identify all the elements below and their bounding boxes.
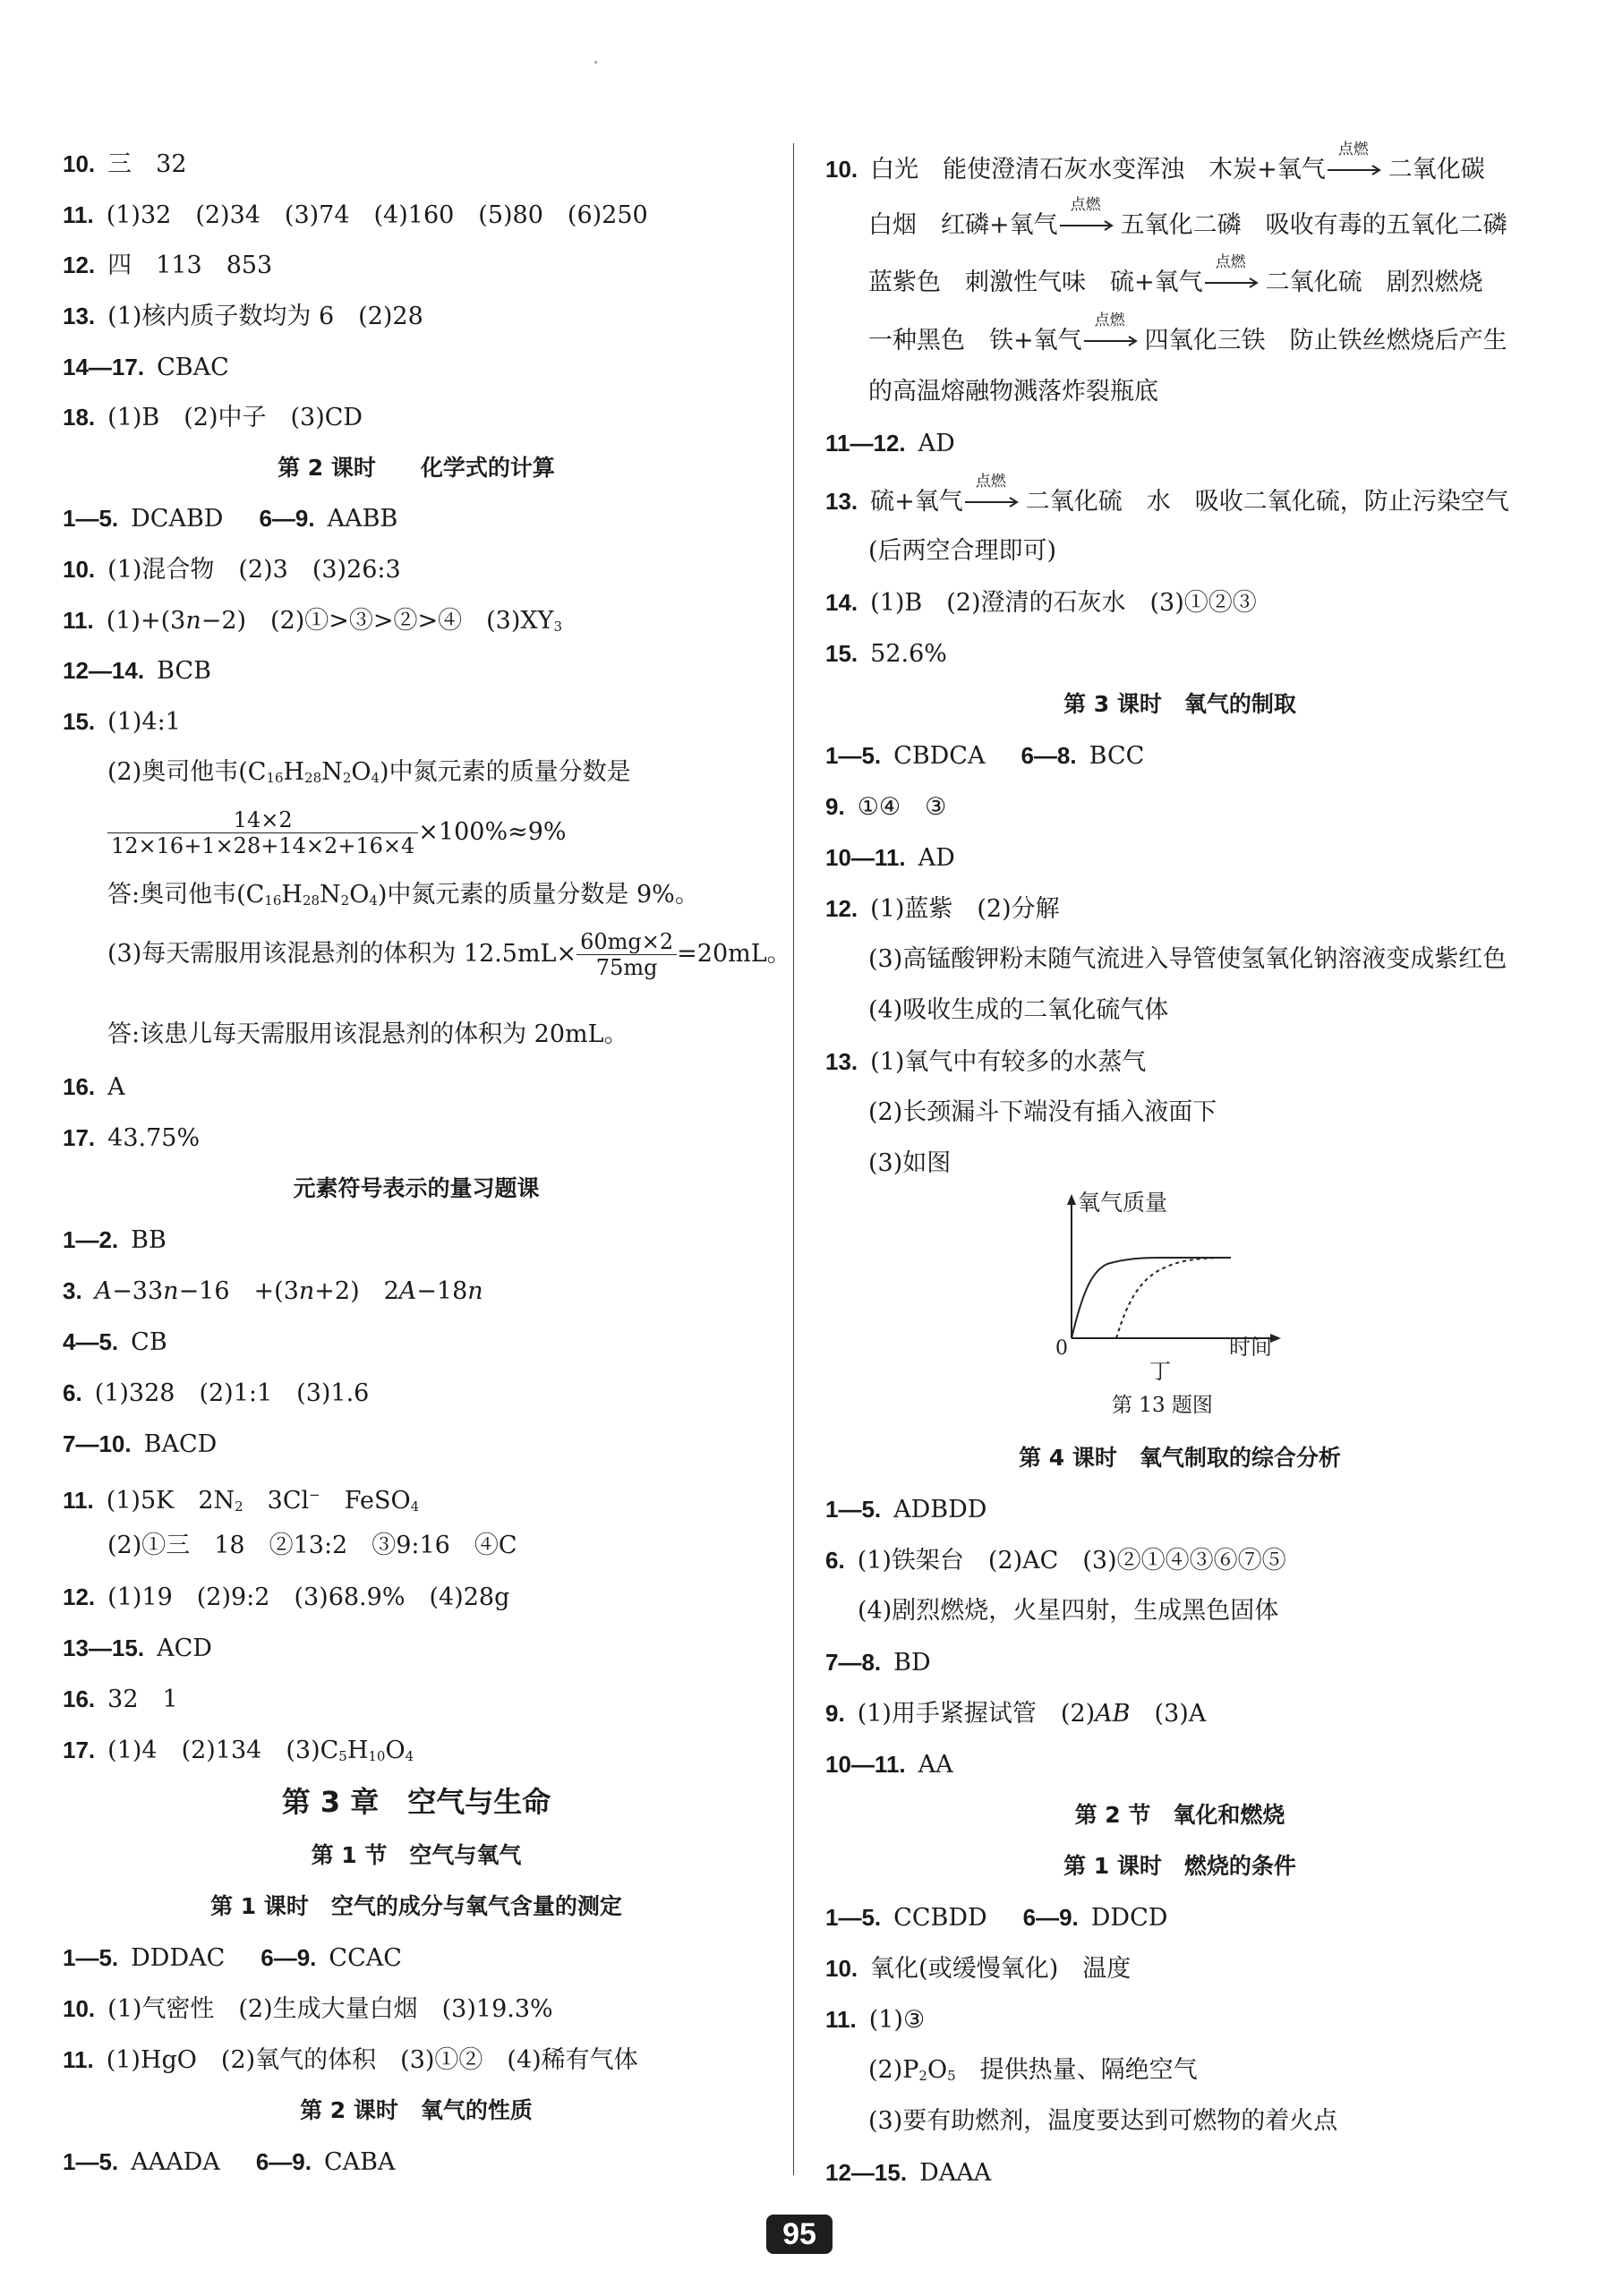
reaction-arrow bbox=[1205, 253, 1264, 292]
answer-line bbox=[63, 1375, 369, 1412]
subscript: 3 bbox=[553, 619, 562, 635]
subscript: 5 bbox=[338, 1748, 347, 1764]
reaction-arrow bbox=[1060, 196, 1119, 235]
question-number: 9. bbox=[825, 1700, 845, 1727]
answer-line bbox=[825, 1044, 1146, 1080]
answer-text: O bbox=[927, 2056, 948, 2084]
y-axis-arrow-icon bbox=[1067, 1194, 1076, 1205]
answer-text: 氧化(或缓慢氧化) 温度 bbox=[870, 1955, 1132, 1983]
answer-line: (2)①三 18 ②13:2 ③9:16 ④C bbox=[107, 1532, 517, 1559]
answer-line: (3)高锰酸钾粉末随气流进入导管使氢氧化钠溶液变成紫红色 bbox=[868, 945, 1507, 973]
solid-curve bbox=[1072, 1258, 1231, 1338]
answer-text: AD bbox=[918, 430, 955, 457]
subscript: 28 bbox=[304, 770, 322, 786]
answer-line bbox=[825, 789, 946, 825]
answer-line bbox=[63, 247, 272, 284]
question-number: 11—12. bbox=[825, 430, 906, 457]
subscript: 16 bbox=[266, 770, 284, 786]
answer-line bbox=[63, 929, 791, 980]
answer-text: 蓝紫色 刺激性气味 硫+氧气 bbox=[868, 269, 1203, 296]
answer-text: (1)328 (2)1:1 (3)1.6 bbox=[94, 1379, 370, 1407]
reaction-condition: 点燃 bbox=[1337, 141, 1369, 158]
answer-line bbox=[825, 738, 1144, 774]
answer-text: −2) (2)①>③>②>④ (3)XY bbox=[201, 607, 554, 635]
answer-text: )中氮元素的质量分数是 bbox=[380, 758, 631, 786]
variable: AB bbox=[1095, 1700, 1131, 1728]
variable: n bbox=[298, 1277, 315, 1305]
answer-text: (1)用手紧握试管 (2) bbox=[857, 1700, 1096, 1728]
arrow-icon bbox=[1328, 165, 1387, 175]
answer-text: 一种黑色 铁+氧气 bbox=[868, 327, 1082, 354]
answer-line bbox=[63, 755, 631, 796]
lesson-heading: 第 1 课时 燃烧的条件 bbox=[1063, 1853, 1296, 1879]
answer-line bbox=[63, 1222, 167, 1259]
question-number: 6. bbox=[63, 1379, 82, 1406]
answer-text: DDDAC bbox=[131, 1944, 226, 1972]
answer-line bbox=[825, 253, 1483, 301]
answer-line bbox=[63, 1991, 553, 2027]
reaction-condition: 点燃 bbox=[1215, 253, 1246, 271]
answer-line bbox=[63, 2144, 395, 2181]
answer-line bbox=[63, 551, 401, 588]
answer-text: BACD bbox=[143, 1430, 218, 1458]
answer-line bbox=[63, 399, 363, 436]
numerator: 14×2 bbox=[107, 807, 418, 833]
answer-line: (后两空合理即可) bbox=[868, 537, 1057, 565]
section-heading: 第 1 节 空气与氧气 bbox=[311, 1842, 522, 1868]
lesson-heading: 元素符号表示的量习题课 bbox=[293, 1175, 540, 1201]
answer-line bbox=[825, 2155, 991, 2191]
question-number: 18. bbox=[63, 404, 96, 431]
answer-line bbox=[825, 1542, 1286, 1579]
answer-text: (2)P bbox=[868, 2056, 919, 2084]
question-number: 16. bbox=[63, 1686, 96, 1712]
answer-line bbox=[825, 585, 1257, 621]
question-number: 10. bbox=[63, 1995, 96, 2022]
answer-text: (3)A bbox=[1130, 1700, 1207, 1728]
answer-line bbox=[825, 1899, 1167, 1936]
scan-dot bbox=[594, 61, 597, 64]
question-number: 11. bbox=[63, 1487, 94, 1514]
answer-line bbox=[825, 312, 1507, 359]
variable: n bbox=[185, 607, 201, 635]
answer-text: (1)③ bbox=[868, 2006, 926, 2034]
section-heading: 第 2 节 氧化和燃烧 bbox=[1074, 1802, 1285, 1828]
dashed-curve-ding bbox=[1116, 1258, 1231, 1338]
answer-text: (1)+(3 bbox=[106, 607, 186, 635]
answer-text: 提供热量、隔绝空气 bbox=[955, 2056, 1198, 2084]
answer-line bbox=[63, 349, 229, 386]
answer-text: −33 bbox=[112, 1277, 164, 1305]
answer-text: 52.6% bbox=[870, 640, 947, 668]
question-number: 1—2. bbox=[63, 1226, 119, 1253]
answer-line bbox=[63, 1120, 200, 1157]
question-number: 4—5. bbox=[63, 1328, 119, 1355]
answer-text: CCAC bbox=[329, 1944, 402, 1972]
question-number: 10. bbox=[825, 156, 858, 183]
answer-text: ×100%≈9% bbox=[418, 818, 567, 846]
answer-line bbox=[63, 298, 423, 335]
reaction-condition: 点燃 bbox=[1094, 312, 1125, 329]
superscript: − bbox=[309, 1487, 320, 1503]
question-number: 10. bbox=[825, 1955, 858, 1982]
numerator: 60mg×2 bbox=[576, 929, 677, 955]
answer-line bbox=[63, 1579, 509, 1616]
variable: n bbox=[163, 1277, 179, 1305]
subscript: 4 bbox=[369, 892, 378, 909]
chapter-heading: 第 3 章 空气与生命 bbox=[281, 1785, 551, 1819]
question-number: 13. bbox=[825, 488, 858, 515]
fraction-line bbox=[107, 807, 567, 858]
answer-text: (2)奥司他韦(C bbox=[107, 758, 267, 786]
answer-text: A bbox=[107, 1073, 125, 1101]
answer-line: (4)剧烈燃烧，火星四射，生成黑色固体 bbox=[858, 1597, 1279, 1625]
answer-line bbox=[63, 2042, 638, 2078]
answer-text: 四氧化三铁 防止铁丝燃烧后产生 bbox=[1144, 327, 1507, 354]
answer-line bbox=[63, 1940, 402, 1976]
answer-line bbox=[825, 473, 1509, 520]
question-number: 12. bbox=[825, 895, 858, 922]
answer-text: 32 1 bbox=[107, 1686, 178, 1713]
answer-line: (4)吸收生成的二氧化硫气体 bbox=[868, 996, 1169, 1024]
answer-line bbox=[63, 602, 562, 644]
answer-text: O bbox=[385, 1737, 406, 1764]
answer-text: CB bbox=[131, 1328, 167, 1356]
oxygen-mass-graph bbox=[1054, 1191, 1286, 1356]
column-divider bbox=[793, 143, 794, 2175]
answer-line bbox=[63, 1426, 217, 1463]
curve-label: 丁 bbox=[1149, 1359, 1171, 1384]
question-number: 11. bbox=[63, 2046, 94, 2073]
answer-text: =20mL。 bbox=[677, 940, 791, 968]
answer-line: (2)长颈漏斗下端没有插入液面下 bbox=[868, 1098, 1217, 1126]
answer-text: CBDCA bbox=[893, 742, 986, 770]
answer-line bbox=[63, 1630, 212, 1667]
answer-line bbox=[825, 891, 1060, 927]
question-number: 12. bbox=[63, 1583, 96, 1610]
arrow-icon bbox=[1060, 220, 1119, 231]
answer-line bbox=[825, 1950, 1131, 1987]
question-number: 7—10. bbox=[63, 1430, 132, 1457]
answer-line bbox=[825, 2002, 925, 2038]
answer-line bbox=[63, 704, 181, 740]
answer-line: (3)要有助燃剂，温度要达到可燃物的着火点 bbox=[868, 2107, 1338, 2135]
lesson-heading: 第 2 课时 氧气的性质 bbox=[300, 2097, 533, 2123]
question-number: 12—15. bbox=[825, 2159, 908, 2186]
question-number: 11. bbox=[63, 607, 94, 634]
arrow-icon bbox=[1205, 277, 1264, 288]
lesson-heading: 第 3 课时 氧气的制取 bbox=[1063, 691, 1296, 717]
question-number: 7—8. bbox=[825, 1649, 882, 1676]
question-number: 1—5. bbox=[825, 1496, 882, 1523]
question-number: 16. bbox=[63, 1073, 96, 1100]
question-number: 14—17. bbox=[63, 354, 145, 380]
answer-line bbox=[63, 500, 397, 537]
question-number: 11. bbox=[63, 201, 94, 228]
question-number: 13. bbox=[825, 1048, 858, 1075]
answer-text: (1)19 (2)9:2 (3)68.9% (4)28g bbox=[107, 1583, 510, 1611]
answer-line bbox=[63, 1324, 167, 1361]
arrow-icon bbox=[1084, 336, 1143, 346]
answer-text: AD bbox=[918, 844, 955, 872]
question-number: 1—5. bbox=[63, 505, 119, 532]
question-number: 10. bbox=[63, 556, 96, 583]
answer-text: AAADA bbox=[131, 2148, 220, 2176]
answer-line bbox=[825, 636, 947, 672]
question-number: 10. bbox=[63, 150, 96, 177]
answer-text: FeSO bbox=[320, 1487, 411, 1515]
answer-line bbox=[63, 1681, 178, 1718]
answer-text: (1)核内质子数均为 6 (2)28 bbox=[107, 303, 423, 330]
variable: A bbox=[94, 1277, 113, 1305]
answer-text: +2) 2 bbox=[314, 1277, 399, 1305]
answer-text: (3)每天需服用该混悬剂的体积为 12.5mL× bbox=[107, 940, 577, 968]
answer-line: 答:该患儿每天需服用该混悬剂的体积为 20mL。 bbox=[107, 1020, 628, 1048]
question-number: 10—11. bbox=[825, 844, 906, 871]
reaction-condition: 点燃 bbox=[1070, 196, 1101, 214]
question-number: 1—5. bbox=[825, 1904, 882, 1931]
answer-text: CBAC bbox=[157, 354, 229, 381]
question-number: 6—9. bbox=[260, 1944, 317, 1971]
answer-line bbox=[63, 653, 211, 689]
answer-text: AA bbox=[918, 1751, 953, 1779]
answer-text: 二氧化硫 剧烈燃烧 bbox=[1265, 269, 1483, 296]
answer-line: 的高温熔融物溅落炸裂瓶底 bbox=[868, 378, 1158, 405]
answer-text: 五氧化二磷 吸收有毒的五氧化二磷 bbox=[1120, 211, 1507, 239]
subscript: 2 bbox=[340, 892, 350, 909]
subscript: 2 bbox=[235, 1498, 243, 1515]
answer-line bbox=[63, 1069, 125, 1105]
answer-text: 硫+氧气 bbox=[870, 488, 963, 516]
answer-text: (1)B (2)中子 (3)CD bbox=[107, 404, 363, 431]
question-number: 9. bbox=[825, 793, 845, 820]
answer-text: 43.75% bbox=[107, 1124, 201, 1152]
subscript: 2 bbox=[918, 2068, 927, 2084]
question-number: 17. bbox=[63, 1124, 96, 1151]
answer-line bbox=[825, 1746, 953, 1783]
subscript: 5 bbox=[947, 2068, 956, 2084]
question-number: 6—9. bbox=[259, 505, 315, 532]
answer-text: O bbox=[349, 881, 370, 909]
answer-text: (1)5K 2N bbox=[106, 1487, 235, 1515]
answer-line bbox=[63, 1273, 483, 1310]
variable: A bbox=[398, 1277, 417, 1305]
origin-label: 0 bbox=[1055, 1337, 1068, 1356]
answer-text: BD bbox=[893, 1649, 931, 1677]
lesson-heading: 第 4 课时 氧气制取的综合分析 bbox=[1019, 1445, 1341, 1471]
question-number: 6—9. bbox=[255, 2148, 312, 2175]
answer-text: (1)32 (2)34 (3)74 (4)160 (5)80 (6)250 bbox=[106, 201, 648, 229]
figure-caption: 第 13 题图 bbox=[1112, 1394, 1213, 1417]
answer-text: (1)4:1 bbox=[107, 708, 181, 736]
question-number: 6. bbox=[825, 1547, 845, 1574]
answer-text: 白光 能使澄清石灰水变浑浊 木炭+氧气 bbox=[870, 156, 1326, 184]
answer-line bbox=[63, 146, 187, 183]
question-number: 14. bbox=[825, 589, 858, 616]
subscript: 2 bbox=[342, 770, 352, 786]
answer-text: 二氧化碳 bbox=[1388, 156, 1485, 184]
answer-line bbox=[825, 840, 955, 876]
answer-text: DAAA bbox=[919, 2159, 992, 2187]
answer-text: (1)混合物 (2)3 (3)26:3 bbox=[107, 556, 401, 584]
question-number: 12. bbox=[63, 252, 96, 278]
answer-text: H bbox=[346, 1737, 369, 1764]
answer-text: (1)B (2)澄清的石灰水 (3)①②③ bbox=[870, 589, 1257, 617]
answer-text: N bbox=[321, 758, 343, 786]
answer-text: DDCD bbox=[1090, 1904, 1168, 1932]
answer-text: −16 +(3 bbox=[178, 1277, 299, 1305]
x-axis-label: 时间 bbox=[1229, 1335, 1272, 1356]
subscript: 4 bbox=[371, 770, 380, 786]
reaction-condition: 点燃 bbox=[975, 473, 1006, 491]
answer-text: 答:奥司他韦(C bbox=[107, 881, 265, 909]
fraction bbox=[107, 807, 418, 858]
answer-text: BCC bbox=[1089, 742, 1145, 770]
answer-line bbox=[825, 2053, 1198, 2094]
answer-text: O bbox=[351, 758, 371, 786]
arrow-icon bbox=[965, 497, 1024, 508]
denominator: 12×16+1×28+14×2+16×4 bbox=[111, 833, 415, 858]
question-number: 10—11. bbox=[825, 1751, 906, 1778]
answer-line bbox=[63, 1477, 419, 1524]
answer-text: 白烟 红磷+氧气 bbox=[868, 211, 1058, 239]
variable: n bbox=[467, 1277, 483, 1305]
question-number: 13—15. bbox=[63, 1635, 145, 1661]
denominator: 75mg bbox=[595, 955, 658, 980]
answer-line bbox=[825, 196, 1507, 243]
answer-line bbox=[825, 1695, 1206, 1732]
question-number: 11. bbox=[825, 2006, 857, 2033]
question-number: 13. bbox=[63, 303, 96, 329]
lesson-heading: 第 1 课时 空气的成分与氧气含量的测定 bbox=[210, 1893, 622, 1919]
answer-text: DCABD bbox=[131, 505, 224, 533]
answer-text: CABA bbox=[323, 2148, 396, 2176]
question-number: 3. bbox=[63, 1277, 82, 1304]
answer-text: ①④ ③ bbox=[857, 793, 947, 821]
answer-text: (1)蓝紫 (2)分解 bbox=[870, 895, 1060, 923]
question-number: 1—5. bbox=[825, 742, 882, 769]
question-number: 6—8. bbox=[1021, 742, 1077, 769]
answer-text: H bbox=[283, 758, 305, 786]
reaction-arrow bbox=[1328, 141, 1387, 179]
answer-text: AABB bbox=[327, 505, 398, 533]
answer-text: )中氮元素的质量分数是 9%。 bbox=[377, 881, 699, 909]
answer-line bbox=[63, 877, 699, 918]
answer-line bbox=[825, 141, 1485, 188]
answer-text: CCBDD bbox=[893, 1904, 987, 1932]
question-number: 6—9. bbox=[1022, 1904, 1079, 1931]
fraction bbox=[576, 929, 677, 980]
subscript: 4 bbox=[405, 1748, 414, 1764]
lesson-heading: 第 2 课时 化学式的计算 bbox=[278, 455, 555, 481]
answer-text: −18 bbox=[416, 1277, 468, 1305]
answer-text: (1)铁架台 (2)AC (3)②①④③⑥⑦⑤ bbox=[857, 1547, 1286, 1575]
question-number: 17. bbox=[63, 1737, 96, 1763]
question-number: 1—5. bbox=[63, 2148, 119, 2175]
answer-text: 三 32 bbox=[107, 150, 187, 178]
answer-line bbox=[825, 1491, 986, 1528]
answer-line bbox=[63, 1732, 414, 1774]
answer-text: ADBDD bbox=[893, 1496, 987, 1524]
answer-text: 二氧化硫 水 吸收二氧化硫，防止污染空气 bbox=[1025, 488, 1509, 516]
question-number: 15. bbox=[825, 640, 858, 667]
question-number: 12—14. bbox=[63, 657, 145, 684]
answer-line bbox=[825, 1644, 931, 1681]
answer-text: (1)气密性 (2)生成大量白烟 (3)19.3% bbox=[107, 1995, 553, 2023]
subscript: 4 bbox=[410, 1498, 420, 1515]
answer-text: N bbox=[320, 881, 341, 909]
answer-text: BCB bbox=[157, 657, 211, 685]
reaction-arrow bbox=[965, 473, 1024, 511]
reaction-arrow bbox=[1084, 312, 1143, 350]
subscript: 28 bbox=[302, 892, 320, 909]
answer-text: (1)HgO (2)氧气的体积 (3)①② (4)稀有气体 bbox=[106, 2046, 638, 2074]
answer-text: BB bbox=[131, 1226, 167, 1254]
subscript: 16 bbox=[264, 892, 282, 909]
answer-text: (1)氧气中有较多的水蒸气 bbox=[870, 1048, 1147, 1076]
question-number: 15. bbox=[63, 708, 96, 735]
question-number: 1—5. bbox=[63, 1944, 119, 1971]
answer-text: 3Cl bbox=[243, 1487, 310, 1515]
answer-text: 四 113 853 bbox=[107, 252, 273, 279]
answer-text: (1)4 (2)134 (3)C bbox=[107, 1737, 339, 1764]
answer-line bbox=[825, 425, 955, 462]
answer-line bbox=[63, 197, 648, 234]
page-number: 95 bbox=[766, 2215, 833, 2254]
answer-text: ACD bbox=[157, 1635, 212, 1662]
answer-line: (3)如图 bbox=[868, 1149, 952, 1177]
subscript: 10 bbox=[368, 1748, 386, 1764]
answer-text: H bbox=[281, 881, 303, 909]
y-axis-label: 氧气质量 bbox=[1078, 1191, 1168, 1216]
